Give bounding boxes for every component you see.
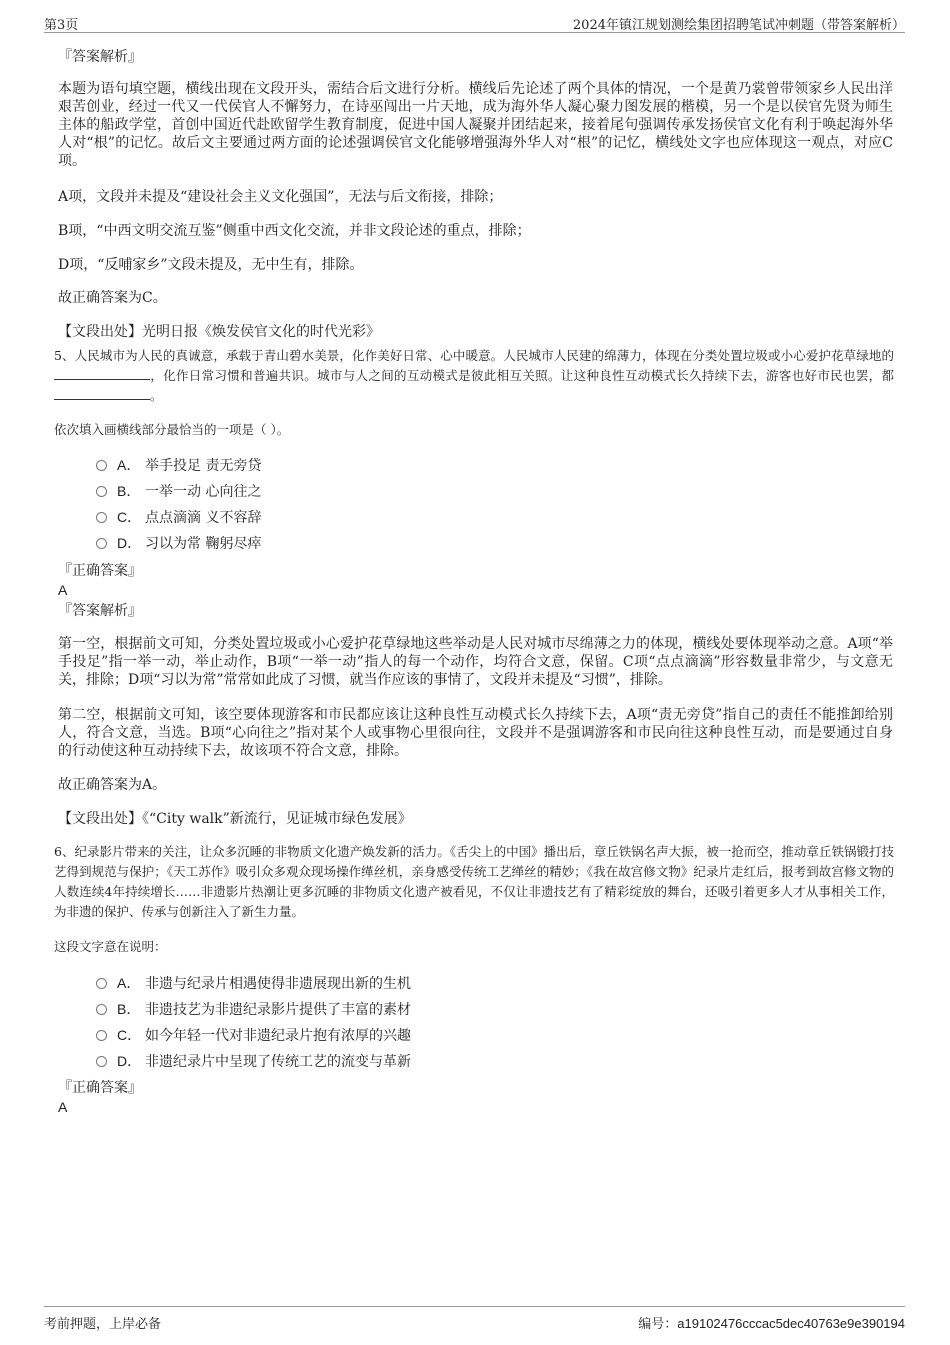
page-number: 第3页 (44, 18, 79, 33)
document-title: 2024年镇江规划测绘集团招聘笔试冲刺题（带答案解析） (572, 18, 905, 33)
option-letter: C． (117, 1027, 142, 1043)
option-text: 一举一动 心向往之 (145, 484, 262, 500)
q5-option-b[interactable] (96, 482, 261, 501)
q5-stem (54, 346, 894, 406)
q5-analysis-label: 『答案解析』 (58, 603, 142, 619)
q5-prompt: 依次填入画横线部分最恰当的一项是（ ）。 (54, 422, 290, 437)
footer-divider (44, 1306, 905, 1307)
q5-option-c[interactable] (96, 508, 261, 527)
q6-option-c[interactable] (96, 1026, 411, 1045)
option-letter: B． (117, 483, 141, 499)
q6-answer: A (58, 1099, 68, 1115)
q5-source: 【文段出处】《“City walk”新流行，见证城市绿色发展》 (58, 811, 412, 827)
q5-answer: A (58, 582, 68, 598)
footer-code (638, 1313, 905, 1332)
q5-stem-part2: ，化作日常习惯和普遍共识。城市与人之间的互动模式是彼此相互关照。让这种良性互动模式长久持续下去，游客也好市民也罢，都 (150, 368, 894, 383)
option-letter: D． (117, 1053, 142, 1069)
radio-icon[interactable] (96, 1056, 107, 1067)
q4-analysis-label: 『答案解析』 (58, 49, 142, 65)
q6-answer-label: 『正确答案』 (58, 1080, 142, 1096)
option-letter: C． (117, 509, 142, 525)
q4-analysis-option-a: A项，文段并未提及“建设社会主义文化强国”，无法与后文衔接，排除； (58, 189, 503, 205)
option-text: 非遗技艺为非遗纪录影片提供了丰富的素材 (145, 1002, 411, 1018)
option-letter: D． (117, 535, 142, 551)
q5-option-d[interactable] (96, 534, 261, 553)
radio-icon[interactable] (96, 1004, 107, 1015)
footer-code-label: 编号： (638, 1317, 678, 1332)
option-text: 点点滴滴 义不容辞 (145, 510, 262, 526)
radio-icon[interactable] (96, 486, 107, 497)
radio-icon[interactable] (96, 978, 107, 989)
footer-slogan: 考前押题，上岸必备 (44, 1317, 162, 1332)
option-letter: A． (117, 975, 141, 991)
q6-prompt: 这段文字意在说明： (54, 939, 167, 954)
q4-analysis-option-d: D项，“反哺家乡”文段未提及，无中生有，排除。 (58, 257, 364, 273)
q4-conclusion: 故正确答案为C。 (58, 290, 167, 306)
header-divider (44, 32, 905, 33)
q6-stem: 6、纪录影片带来的关注，让众多沉睡的非物质文化遗产焕发新的活力。《舌尖上的中国》播出后，章丘铁锅名声大振，被一抢而空，推动章丘铁锅锻打技艺得到规范与保护；《天工苏作》吸引众多观众现场操作缂丝机，亲身感受传统工艺缂丝的精妙；《我在故宫修文物》纪录片走红后，报考到故宫修文物的人数连续4年持续增长……非遗影片热潮让更多沉睡的非物质文化遗产被看见，不仅让非遗技艺有了精彩绽放的舞台，还吸引着更多人才从事相关工作，为非遗的保护、传承与创新注入了新生力量。 (54, 844, 894, 919)
q6-option-b[interactable] (96, 1000, 411, 1019)
option-text: 习以为常 鞠躬尽瘁 (145, 536, 262, 552)
q6-option-a[interactable] (96, 974, 411, 993)
option-letter: A． (117, 457, 141, 473)
option-text: 非遗纪录片中呈现了传统工艺的流变与革新 (145, 1054, 411, 1070)
radio-icon[interactable] (96, 1030, 107, 1041)
q5-blank-2 (54, 387, 150, 400)
radio-icon[interactable] (96, 512, 107, 523)
radio-icon[interactable] (96, 460, 107, 471)
q5-answer-label: 『正确答案』 (58, 563, 142, 579)
option-text: 举手投足 责无旁贷 (145, 458, 262, 474)
q5-conclusion: 故正确答案为A。 (58, 777, 167, 793)
q5-option-a[interactable] (96, 456, 261, 475)
q4-analysis-option-b: B项，“中西文明交流互鉴”侧重中西文化交流，并非文段论述的重点，排除； (58, 223, 531, 239)
radio-icon[interactable] (96, 538, 107, 549)
q4-analysis-paragraph: 本题为语句填空题，横线出现在文段开头，需结合后文进行分析。横线后先论述了两个具体的情况，一个是黄乃裳曾带领家乡人民出洋艰苦创业，经过一代又一代侯官人不懈努力，在诗巫闯出一片天地，成为海外华人凝心聚力图发展的楷模，另一个是以侯官先贤为师生主体的船政学堂，首创中国近代赴欧留学生教育制度，促进中国人凝聚并团结起来，接着尾句强调传承发扬侯官文化有利于唤起海外华人对“根”的记忆。故后文主要通过两方面的论述强调侯官文化能够增强海外华人对“根”的记忆，横线处文字也应体现这一观点，对应C项。 (58, 81, 893, 169)
option-letter: B． (117, 1001, 141, 1017)
option-text: 如今年轻一代对非遗纪录片抱有浓厚的兴趣 (145, 1028, 411, 1044)
q5-analysis-paragraph-1: 第一空，根据前文可知，分类处置垃圾或小心爱护花草绿地这些举动是人民对城市尽绵薄之力的体现，横线处要体现举动之意。A项“举手投足”指一举一动，举止动作，B项“一举一动”指人的每一个动作，均符合文意，保留。C项“点点滴滴”形容数量非常少，与文意无关，排除；D项“习以为常”常常如此成了习惯，就当作应该的事情了，文段并未提及“习惯”，排除。 (58, 636, 893, 688)
option-text: 非遗与纪录片相遇使得非遗展现出新的生机 (145, 976, 411, 992)
q5-stem-part3: 。 (150, 388, 163, 403)
q6-option-d[interactable] (96, 1052, 411, 1071)
footer-code-value: a19102476cccac5dec40763e9e390194 (677, 1316, 905, 1331)
q4-source: 【文段出处】光明日报《焕发侯官文化的时代光彩》 (58, 324, 380, 340)
q5-analysis-paragraph-2: 第二空，根据前文可知，该空要体现游客和市民都应该让这种良性互动模式长久持续下去，A项“责无旁贷”指自己的责任不能推卸给别人，符合文意，当选。B项“心向往之”指对某个人或事物心里很向往，文段并不是强调游客和市民向往这种良性互动，而是要通过自身的行动使这种互动持续下去，故该项不符合文意，排除。 (58, 707, 893, 759)
q5-blank-1 (54, 367, 150, 380)
q5-stem-part1: 5、人民城市为人民的真诚意，承载于青山碧水美景，化作美好日常、心中暖意。人民城市人民建的绵薄力，体现在分类处置垃圾或小心爱护花草绿地的 (54, 348, 894, 363)
